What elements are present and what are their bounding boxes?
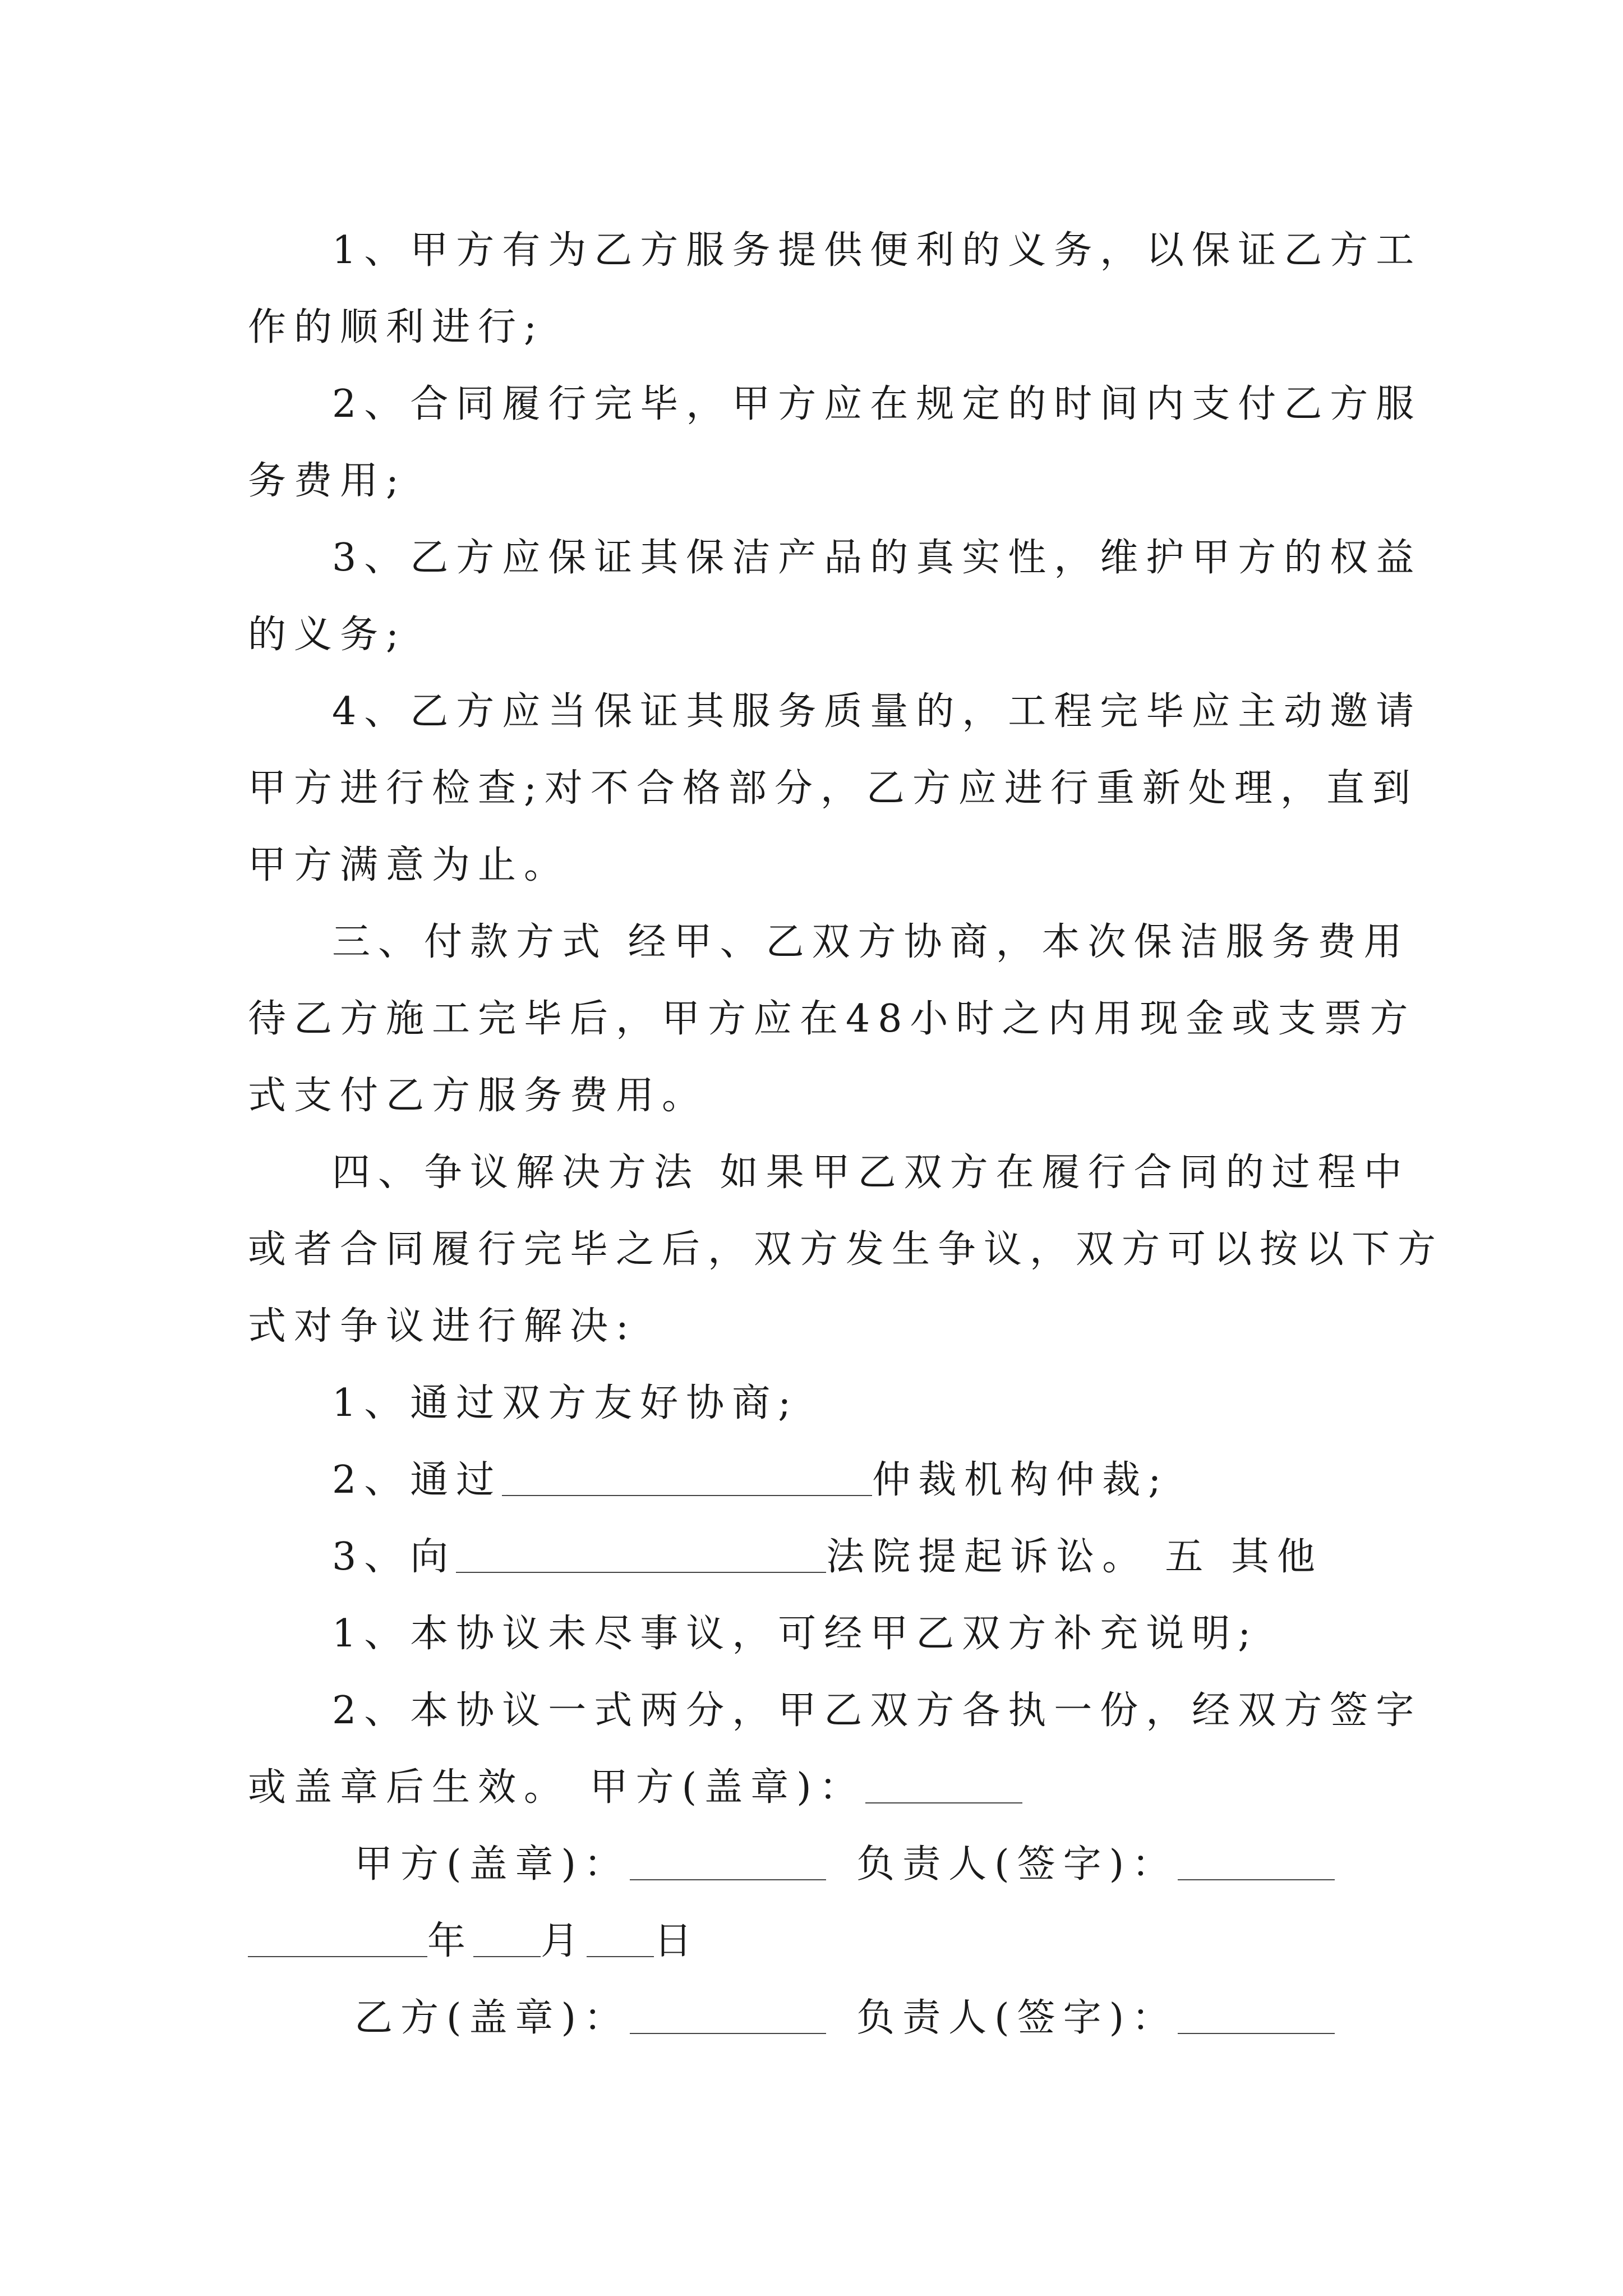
clause-2-line-1: 2、合同履行完毕，甲方应在规定的时间内支付乙方服 — [332, 382, 1422, 426]
litigation-prefix: 3、向 — [332, 1535, 457, 1579]
year-blank — [248, 1917, 427, 1957]
party-a-person-label: 负责人(签字)： — [856, 1842, 1178, 1887]
clause-4-line-1: 4、乙方应当保证其服务质量的，工程完毕应主动邀请 — [332, 689, 1422, 734]
contract-body — [248, 212, 1444, 2056]
month-blank — [473, 1917, 541, 1957]
party-a-seal-blank — [630, 1840, 826, 1880]
signature-row-a — [248, 1826, 1386, 1903]
other-clause-1: 1、本协议未尽事议，可经甲乙双方补充说明; — [332, 1612, 1259, 1656]
arbitration-prefix: 2、通过 — [332, 1458, 502, 1502]
date-row — [248, 1903, 1386, 1980]
dispute-line-3: 式对争议进行解决: — [248, 1304, 637, 1349]
dispute-option-1: 1、通过双方友好协商; — [332, 1381, 799, 1425]
dispute-line-1: 四、争议解决方法 如果甲乙双方在履行合同的过程中 — [332, 1151, 1410, 1195]
year-label: 年 — [427, 1919, 474, 1963]
court-blank — [456, 1533, 826, 1573]
payment-line-3: 式支付乙方服务费用。 — [248, 1074, 708, 1118]
party-a-seal-label: 甲方(盖章)： — [354, 1842, 630, 1887]
clause-1-line-2: 作的顺利进行; — [248, 305, 545, 349]
arbitration-suffix: 仲裁机构仲裁; — [872, 1458, 1169, 1502]
clause-2-line-2: 务费用; — [248, 459, 407, 503]
party-b-seal-label: 乙方(盖章)： — [354, 1996, 630, 2040]
payment-line-2: 待乙方施工完毕后，甲方应在48小时之内用现金或支票方 — [248, 997, 1416, 1041]
dispute-line-2: 或者合同履行完毕之后，双方发生争议，双方可以按以下方 — [248, 1227, 1444, 1272]
clause-4-line-2: 甲方进行检查;对不合格部分，乙方应进行重新处理，直到 — [248, 766, 1418, 811]
party-a-signature-blank — [1178, 1840, 1335, 1880]
arbitration-blank — [502, 1456, 872, 1496]
other-clause-2-line-1: 2、本协议一式两分，甲乙双方各执一份，经双方签字 — [332, 1688, 1422, 1733]
litigation-suffix: 法院提起诉讼。 — [826, 1535, 1149, 1579]
clause-1-line-1: 1、甲方有为乙方服务提供便利的义务，以保证乙方工 — [332, 228, 1422, 273]
party-b-seal-blank — [630, 1994, 826, 2034]
day-label: 日 — [654, 1919, 700, 1963]
dispute-option-2 — [248, 1442, 1386, 1519]
day-blank — [587, 1917, 654, 1957]
section-other-heading: 五 其他 — [1165, 1535, 1323, 1579]
signature-row-b — [248, 1980, 1386, 2056]
other-clause-2-text: 或盖章后生效。 甲方(盖章)： — [248, 1765, 865, 1810]
party-b-person-label: 负责人(签字)： — [856, 1996, 1178, 2040]
other-clause-2-line-2 — [248, 1749, 1386, 1826]
clause-4-line-3: 甲方满意为止。 — [248, 843, 570, 887]
payment-line-1: 三、付款方式 经甲、乙双方协商，本次保洁服务费用 — [332, 920, 1410, 964]
clause-3-line-1: 3、乙方应保证其保洁产品的真实性，维护甲方的权益 — [332, 536, 1422, 580]
dispute-option-3 — [248, 1519, 1386, 1595]
party-a-seal-blank-inline — [865, 1763, 1022, 1803]
month-label: 月 — [541, 1919, 587, 1963]
clause-3-line-2: 的义务; — [248, 613, 407, 657]
party-b-signature-blank — [1178, 1994, 1335, 2034]
